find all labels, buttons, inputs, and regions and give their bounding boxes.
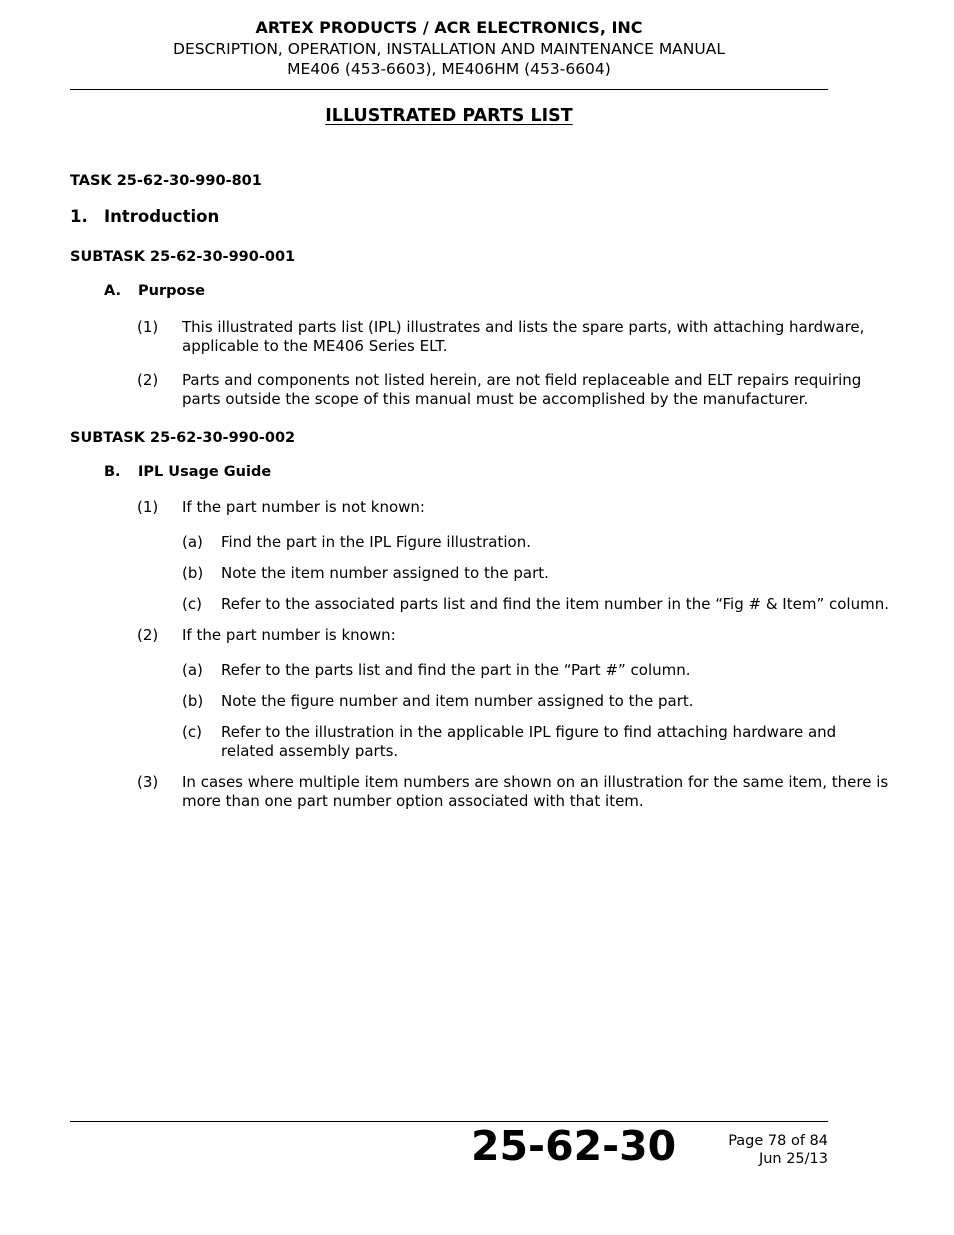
list-item-number: (1)	[137, 498, 159, 516]
sub-item-text: Find the part in the IPL Figure illustration.	[221, 533, 531, 551]
sub-item-letter: (b)	[182, 564, 204, 582]
model-numbers: ME406 (453-6603), ME406HM (453-6604)	[287, 60, 611, 78]
task-label: TASK 25-62-30-990-801	[70, 173, 262, 189]
sub-item-text: Refer to the parts list and find the part in the “Part #” column.	[221, 661, 691, 679]
subtask-label: SUBTASK 25-62-30-990-002	[70, 430, 296, 446]
list-item-text: This illustrated parts list (IPL) illustrates and lists the spare parts, with attaching hardware, applicable to the ME406 Series ELT.	[182, 318, 865, 355]
sub-item-text: Refer to the associated parts list and find the item number in the “Fig # & Item” column.	[221, 595, 889, 613]
sub-item-text: Refer to the illustration in the applicable IPL figure to find attaching hardware and related assembly parts.	[221, 723, 837, 760]
manual-title: DESCRIPTION, OPERATION, INSTALLATION AND MAINTENANCE MANUAL	[173, 39, 725, 58]
list-item-text: In cases where multiple item numbers are shown on an illustration for the same item, there is more than one part number option associated with that item.	[182, 773, 889, 810]
sub-item-text: Note the figure number and item number assigned to the part.	[221, 692, 694, 710]
page-header	[70, 18, 828, 80]
list-item-text: If the part number is known:	[182, 626, 396, 644]
section-number: 1.	[70, 207, 88, 226]
subsection-letter: B.	[104, 464, 121, 480]
sub-item-text: Note the item number assigned to the part.	[221, 564, 549, 582]
footer-doc-number: 25-62-30	[471, 1122, 677, 1170]
footer-divider	[70, 1121, 828, 1122]
sub-item-letter: (c)	[182, 595, 202, 613]
revision-date: Jun 25/13	[758, 1151, 828, 1167]
list-item-text: If the part number is not known:	[182, 498, 425, 516]
page-title: ILLUSTRATED PARTS LIST	[325, 106, 573, 126]
sub-item-letter: (a)	[182, 661, 203, 679]
page-number: Page 78 of 84	[728, 1133, 828, 1149]
list-item-number: (2)	[137, 371, 159, 389]
sub-item-letter: (b)	[182, 692, 204, 710]
subtask-label: SUBTASK 25-62-30-990-001	[70, 249, 296, 265]
header-divider	[70, 89, 828, 90]
company-name: ARTEX PRODUCTS / ACR ELECTRONICS, INC	[255, 18, 643, 37]
subsection-heading: IPL Usage Guide	[138, 464, 272, 480]
list-item-number: (2)	[137, 626, 159, 644]
list-item-number: (1)	[137, 318, 159, 336]
section-title: Introduction	[104, 207, 220, 226]
footer-page-info	[728, 1132, 828, 1168]
sub-item-letter: (c)	[182, 723, 202, 741]
list-item-number: (3)	[137, 773, 159, 791]
subsection-letter: A.	[104, 283, 121, 299]
sub-item-letter: (a)	[182, 533, 203, 551]
subsection-heading: Purpose	[138, 283, 205, 299]
list-item-text: Parts and components not listed herein, are not field replaceable and ELT repairs requiring parts outside the scope of this manual must be accomplished by the manufacturer.	[182, 371, 862, 408]
